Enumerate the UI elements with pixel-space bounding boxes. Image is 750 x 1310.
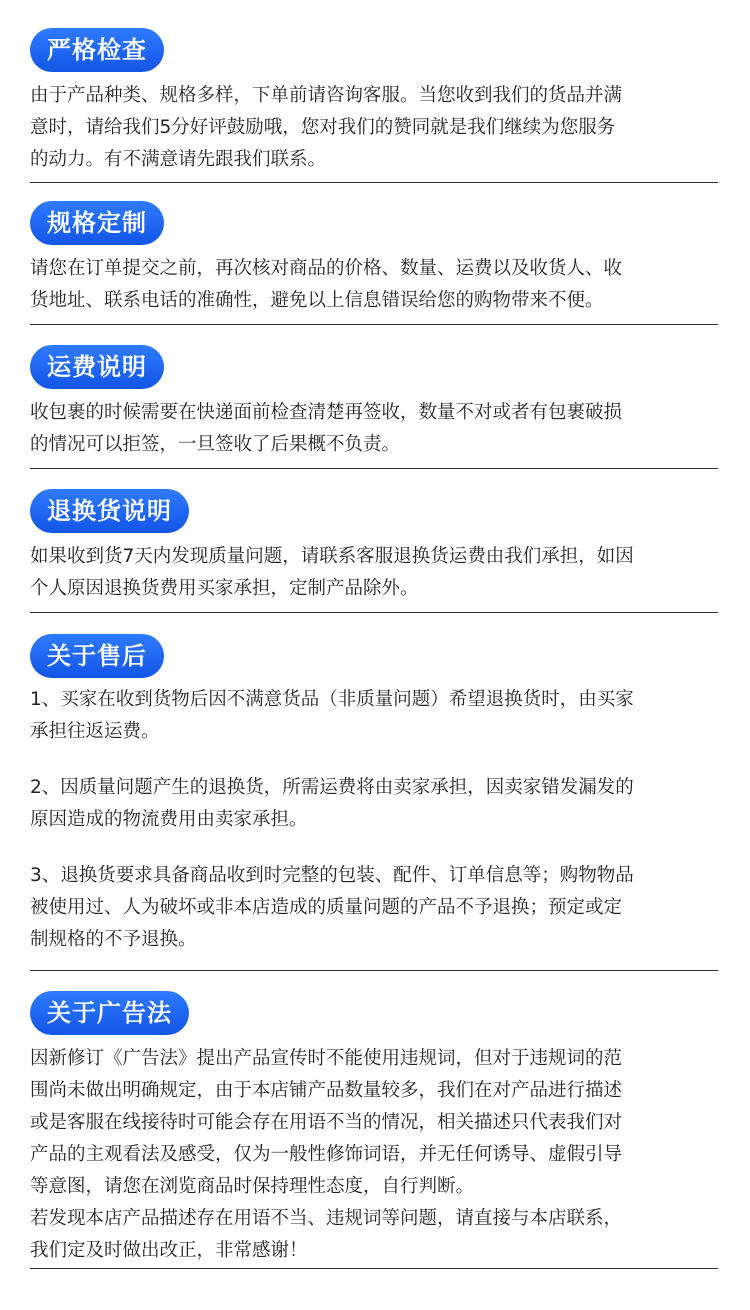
- body-line: 或是客服在线接待时可能会存在用语不当的情况，相关描述只代表我们对: [30, 1112, 623, 1133]
- body-line: 1、买家在收到货物后因不满意货品（非质量问题）希望退换货时，由买家: [30, 689, 634, 710]
- section-title-badge: 严格检查: [30, 28, 164, 72]
- section-divider: [30, 324, 718, 325]
- section-divider: [30, 612, 718, 613]
- section-title-badge: 关于广告法: [30, 991, 189, 1035]
- body-line: 由于产品种类、规格多样，下单前请咨询客服。当您收到我们的货品并满: [30, 85, 623, 106]
- body-line: 制规格的不予退换。: [30, 929, 197, 950]
- section-body: [30, 684, 720, 956]
- body-line: 原因造成的物流费用由卖家承担。: [30, 809, 308, 830]
- body-line: 被使用过、人为破坏或非本店造成的质量问题的产品不予退换；预定或定: [30, 897, 623, 918]
- body-line: 货地址、联系电话的准确性，避免以上信息错误给您的购物带来不便。: [30, 290, 604, 311]
- body-line: 围尚未做出明确规定，由于本店铺产品数量较多，我们在对产品进行描述: [30, 1080, 623, 1101]
- section-divider: [30, 970, 718, 971]
- section-body: [30, 80, 720, 176]
- section-title-badge: 运费说明: [30, 345, 164, 389]
- section-body: [30, 253, 720, 317]
- body-line: 的情况可以拒签，一旦签收了后果概不负责。: [30, 434, 401, 455]
- section-body: [30, 1043, 720, 1267]
- section-title-badge: 退换货说明: [30, 489, 189, 533]
- section-body: [30, 541, 720, 605]
- body-line: 3、退换货要求具备商品收到时完整的包装、配件、订单信息等；购物物品: [30, 865, 634, 886]
- section-divider: [30, 182, 718, 183]
- body-line: 个人原因退换货费用买家承担，定制产品除外。: [30, 578, 419, 599]
- body-line: 2、因质量问题产生的退换货，所需运费将由卖家承担，因卖家错发漏发的: [30, 777, 634, 798]
- body-line: 承担往返运费。: [30, 721, 160, 742]
- body-line: 请您在订单提交之前，再次核对商品的价格、数量、运费以及收货人、收: [30, 258, 623, 279]
- body-line: 若发现本店产品描述存在用语不当、违规词等问题，请直接与本店联系，: [30, 1208, 623, 1229]
- body-line: 产品的主观看法及感受，仅为一般性修饰词语，并无任何诱导、虚假引导: [30, 1144, 623, 1165]
- body-line: 如果收到货7天内发现质量问题，请联系客服退换货运费由我们承担，如因: [30, 546, 634, 567]
- body-line: 因新修订《广告法》提出产品宣传时不能使用违规词，但对于违规词的范: [30, 1048, 623, 1069]
- body-line: 等意图，请您在浏览商品时保持理性态度，自行判断。: [30, 1176, 475, 1197]
- section-title-badge: 关于售后: [30, 634, 164, 678]
- section-body: [30, 397, 720, 461]
- body-line: 的动力。有不满意请先跟我们联系。: [30, 149, 327, 170]
- section-divider: [30, 1268, 718, 1269]
- section-divider: [30, 468, 718, 469]
- body-line: 意时，请给我们5分好评鼓励哦，您对我们的赞同就是我们继续为您服务: [30, 117, 616, 138]
- body-line: 我们定及时做出改正，非常感谢！: [30, 1240, 308, 1261]
- section-title-badge: 规格定制: [30, 201, 164, 245]
- body-line: 收包裹的时候需要在快递面前检查清楚再签收，数量不对或者有包裹破损: [30, 402, 623, 423]
